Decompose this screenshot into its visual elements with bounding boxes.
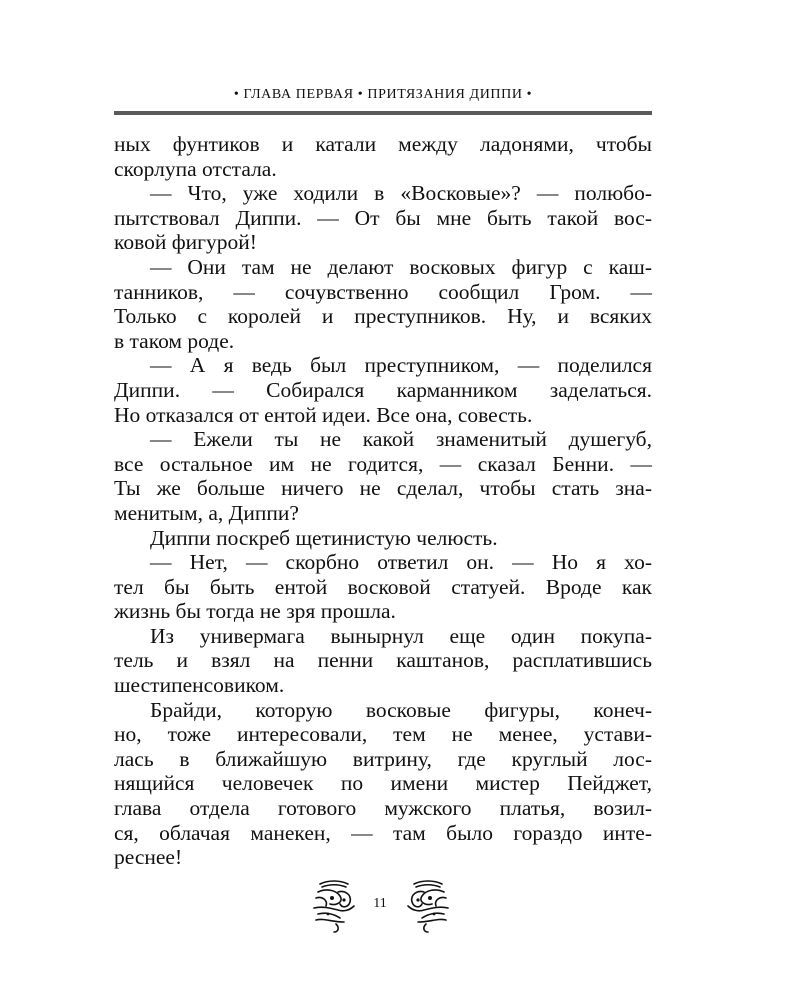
text-line: — Они там не делают восковых фигур с каш- bbox=[150, 254, 652, 279]
text-line: реснее! bbox=[114, 845, 183, 870]
header-rule bbox=[114, 111, 652, 115]
text-line: Но отказался от ентой идеи. Все она, совесть. bbox=[114, 402, 533, 427]
text-line: Только с королей и преступников. Ну, и всяких bbox=[114, 304, 652, 329]
text-line: лась в ближайшую витрину, где круглый лос- bbox=[114, 746, 652, 771]
text-line: Диппи. — Собирался карманником заделаться. bbox=[114, 377, 652, 402]
text-line: глава отдела готового мужского платья, возил- bbox=[114, 796, 652, 821]
page-body bbox=[114, 132, 652, 870]
text-line: пытствовал Диппи. — От бы мне быть такой вос- bbox=[114, 205, 652, 230]
page-number: 11 bbox=[373, 896, 387, 911]
text-line: шестипенсовиком. bbox=[114, 673, 285, 698]
ornament-icon bbox=[310, 878, 358, 939]
text-line: скорлупа отстала. bbox=[114, 156, 277, 181]
text-line: ковой фигурой! bbox=[114, 230, 257, 255]
text-line: ных фунтиков и катали между ладонями, чтобы bbox=[114, 132, 652, 156]
text-line: — Ежели ты не какой знаменитый душегуб, bbox=[150, 427, 652, 452]
text-line: — Нет, — скорбно ответил он. — Но я хо- bbox=[150, 550, 652, 575]
ornament-icon bbox=[404, 878, 452, 939]
text-line: менитым, а, Диппи? bbox=[114, 500, 299, 525]
text-line: жизнь бы тогда не зря прошла. bbox=[114, 599, 396, 624]
text-line: Диппи поскреб щетинистую челюсть. bbox=[150, 525, 498, 550]
text-line: тель и взял на пенни каштанов, расплатившись bbox=[114, 648, 652, 673]
running-head: • ГЛАВА ПЕРВАЯ • ПРИТЯЗАНИЯ ДИППИ • bbox=[233, 87, 533, 102]
text-line: Ты же больше ничего не сделал, чтобы стать зна- bbox=[114, 476, 652, 501]
text-line: все остальное им не годится, — сказал Бенни. — bbox=[114, 451, 652, 476]
text-line: танников, — сочувственно сообщил Гром. — bbox=[114, 279, 652, 304]
text-line: Брайди, которую восковые фигуры, конеч- bbox=[150, 697, 652, 722]
page-footer bbox=[300, 878, 460, 934]
text-line: — Что, уже ходили в «Восковые»? — полюбо- bbox=[150, 181, 652, 206]
text-line: в таком роде. bbox=[114, 328, 235, 353]
text-line: — А я ведь был преступником, — поделился bbox=[150, 353, 652, 378]
text-line: Из универмага вынырнул еще один покупа- bbox=[150, 623, 652, 648]
text-line: ся, облачая манекен, — там было гораздо инте- bbox=[114, 820, 652, 845]
text-line: нящийся человечек по имени мистер Пейджет, bbox=[114, 771, 652, 796]
text-line: но, тоже интересовали, тем не менее, устави- bbox=[114, 722, 652, 747]
text-line: тел бы быть ентой восковой статуей. Вроде как bbox=[114, 574, 652, 599]
